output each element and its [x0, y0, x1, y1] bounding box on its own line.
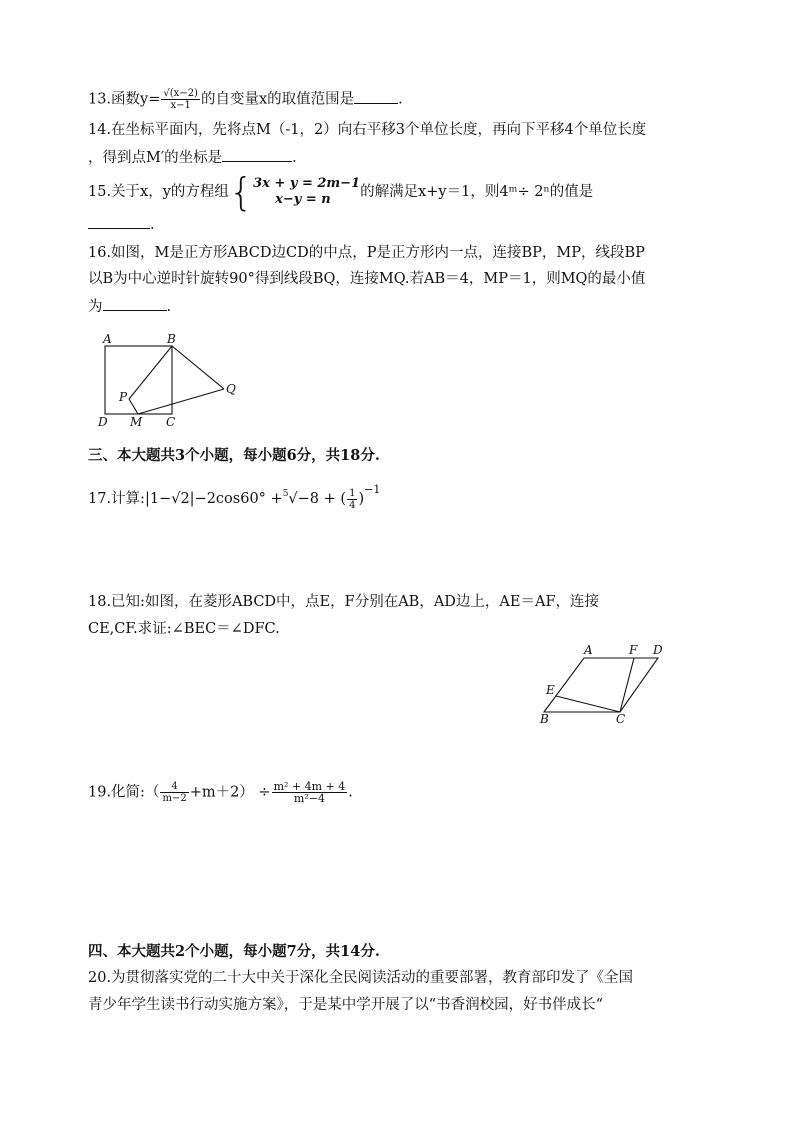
label-c: C [166, 415, 176, 429]
q17-frac-denominator: 4 [349, 499, 356, 511]
question-19 [88, 781, 353, 804]
q17-frac-numerator: 1 [349, 487, 356, 499]
label-m: M [130, 415, 143, 429]
label-p: P [119, 390, 128, 404]
q17-fraction [347, 488, 357, 511]
q13-answer-blank[interactable] [354, 89, 398, 104]
q17-exponent: −1 [364, 483, 381, 496]
question-16-line3 [88, 296, 171, 317]
rhombus-abcd [544, 658, 658, 712]
label-a: A [103, 332, 112, 346]
label-f: F [629, 643, 638, 657]
segment-ce [556, 696, 620, 712]
q17-close-paren: ) [358, 491, 365, 507]
question-15 [88, 172, 593, 212]
q13-suffix: 的自变量x的取值范围是 [200, 91, 355, 108]
segment-mq [138, 389, 224, 414]
q13-frac-numerator: √(x−2) [163, 88, 198, 99]
section-3-heading: 三、本大题共3个小题，每小题6分，共18分. [88, 447, 380, 464]
q13-frac-denominator: x−1 [170, 100, 191, 111]
q14-end: . [292, 150, 297, 166]
label-d: D [653, 643, 663, 657]
q16-answer-blank[interactable] [103, 296, 167, 311]
q19-frac2-numerator: m² + 4m + 4 [273, 780, 346, 793]
q14-line2-text: ，得到点M′的坐标是 [88, 150, 223, 166]
question-20-line1: 20.为贯彻落实党的二十大中关于深化全民阅读活动的重要部署，教育部印发了《全国 [88, 970, 634, 986]
q17-prefix: 17.计算:|1−√2|−2cos60° + [88, 491, 283, 507]
question-16-line2: 以B为中心逆时针旋转90°得到线段BQ，连接MQ.若AB＝4，MP＝1，则MQ的最小值 [88, 271, 646, 287]
q19-fraction-1 [160, 781, 188, 804]
q16-line3-prefix: 为 [88, 299, 103, 315]
q19-end: . [348, 784, 353, 801]
segment-pm [129, 399, 138, 414]
q15-answer-blank[interactable] [88, 214, 150, 229]
q13-prefix: 13.函数y= [88, 91, 161, 108]
q17-plus: + ( [319, 491, 347, 507]
q18-rhombus-figure [536, 640, 696, 730]
question-18-line2: CE,CF.求证:∠BEC＝∠DFC. [88, 621, 280, 637]
q15-prefix: 15.关于x，y的方程组 [88, 184, 229, 200]
q16-square-figure [92, 330, 252, 430]
label-e: E [546, 683, 555, 697]
label-b: B [540, 712, 549, 726]
question-13 [88, 88, 403, 111]
square-abcd [105, 346, 172, 414]
q16-end: . [166, 299, 172, 315]
q17-radical: √−8 [288, 491, 320, 507]
q19-frac2-denominator: m²−4 [293, 792, 325, 805]
section-4-heading: 四、本大题共2个小题，每小题7分，共14分. [88, 943, 380, 960]
q15-brace: { [228, 170, 254, 214]
question-14-line2 [88, 147, 297, 168]
label-b: B [167, 332, 176, 346]
q19-frac1-numerator: 4 [160, 781, 188, 793]
segment-cf [620, 658, 634, 712]
label-q: Q [226, 382, 236, 396]
question-18-line1: 18.已知:如图，在菱形ABCD中，点E，F分别在AB，AD边上，AE＝AF，连接 [88, 594, 600, 610]
segment-bp [129, 346, 172, 399]
q13-fraction [161, 88, 200, 111]
question-20-line2: 青少年学生读书行动实施方案》，于是某中学开展了以“书香润校园，好书伴成长“ [88, 997, 604, 1013]
q15-end: . [150, 217, 155, 233]
q19-mid: +m＋2） ÷ [189, 784, 271, 801]
question-14-line1: 14.在坐标平面内，先将点M（-1，2）向右平移3个单位长度，再向下平移4个单位长度 [88, 122, 647, 138]
q15-eq1: 3x + y = 2m−1 [253, 176, 361, 191]
q15-suffix: 的解满足x+y＝1，则4ᵐ÷ 2ⁿ的值是 [360, 184, 594, 200]
question-16-line1: 16.如图，M是正方形ABCD边CD的中点，P是正方形内一点，连接BP，MP，线段BP [88, 245, 645, 261]
question-17 [88, 480, 380, 511]
question-15-line2 [88, 214, 155, 235]
label-d: D [98, 415, 108, 429]
q17-root-index: 5 [282, 489, 289, 499]
q19-fraction-2 [272, 781, 348, 804]
q15-eq2: x−y = n [275, 192, 331, 207]
segment-bq [172, 346, 224, 389]
q13-end: . [398, 91, 403, 108]
label-c: C [616, 712, 626, 726]
label-a: A [584, 643, 593, 657]
q14-answer-blank[interactable] [222, 147, 292, 162]
q19-prefix: 19.化简:（ [88, 784, 160, 801]
q15-equation-system [253, 176, 360, 208]
q19-frac1-denominator: m−2 [162, 793, 187, 804]
